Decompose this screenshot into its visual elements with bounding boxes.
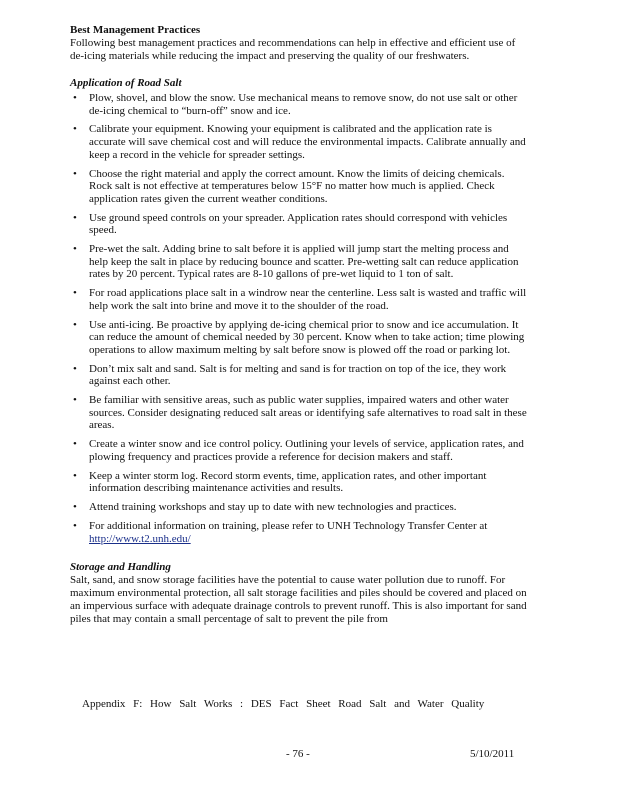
list-item: • Plow, shovel, and blow the snow. Use mechanical means to remove snow, do not use salt or other de-icing chemical to “burn-off” snow and ice. <box>70 92 530 117</box>
section-title-storage: Storage and Handling <box>70 561 171 574</box>
bullet-list-application <box>70 92 530 545</box>
list-item: • Don’t mix salt and sand. Salt is for melting and sand is for traction on top of the ice, they work against each other. <box>70 363 530 388</box>
list-item: • Use ground speed controls on your spreader. Application rates should correspond with vehicles speed. <box>70 212 530 237</box>
list-item-training <box>70 520 530 545</box>
page-heading: Best Management Practices <box>70 24 201 36</box>
list-item: • Use anti-icing. Be proactive by applying de-icing chemical prior to snow and ice accumulation. It can reduce the amount of chemical needed by 30 percent. Know when to take action; time plowing operations to allow maximum melting by salt before snow is plowed off the road or parking lot. <box>70 319 530 357</box>
footer-appendix-title: Appendix F: How Salt Works : DES Fact Sheet Road Salt and Water Quality <box>82 698 485 710</box>
list-item: • Choose the right material and apply the correct amount. Know the limits of deicing chemicals. Rock salt is not effective at temperatures below 15°F no matter how much is applied. Check application rates given the current weather conditions. <box>70 168 530 206</box>
list-item: • Create a winter snow and ice control policy. Outlining your levels of service, application rates, and plowing frequency and practices provide a reference for decision makers and staff. <box>70 438 530 463</box>
training-text: For additional information on training, please refer to UNH Technology Transfer Center at <box>89 520 488 533</box>
list-item: • Pre-wet the salt. Adding brine to salt before it is applied will jump start the melting process and help keep the salt in place by reducing bounce and scatter. Pre-wetting salt can reduce application rates by 20 percent. Typical rates are 8-10 gallons of pre-wet liquid to 1 ton of salt. <box>70 243 530 281</box>
storage-paragraph: Salt, sand, and snow storage facilities have the potential to cause water pollution due to runoff. For maximum environmental protection, all salt storage facilities and piles should be covered and placed on an impervious surface with adequate drainage controls to prevent runoff. This is also important for sand piles that may contain a small percentage of salt to prevent the pile from <box>70 574 527 625</box>
page-number: - 76 - <box>286 748 310 760</box>
section-title-application: Application of Road Salt <box>70 77 182 89</box>
list-item: • Be familiar with sensitive areas, such as public water supplies, impaired waters and other water sources. Consider designating reduced salt areas or identifying safe alternatives to road salt in these areas. <box>70 394 530 432</box>
footer-date: 5/10/2011 <box>470 748 515 760</box>
document-body <box>70 24 530 626</box>
intro-paragraph: Following best management practices and recommendations can help in effective and efficient use of de-icing materials while reducing the impact and preserving the quality of our freshwaters. <box>70 37 516 62</box>
list-item: • For road applications place salt in a windrow near the centerline. Less salt is wasted and traffic will help work the salt into brine and move it to the shoulder of the road. <box>70 287 530 312</box>
list-item: • Calibrate your equipment. Knowing your equipment is calibrated and the application rate is accurate will save chemical cost and will reduce the environmental impacts. Calibrate annually and keep a record in the vehicle for spreader settings. <box>70 123 530 161</box>
t2-unh-link[interactable]: http://www.t2.unh.edu/ <box>89 532 191 545</box>
list-item: • Attend training workshops and stay up to date with new technologies and practices. <box>70 501 530 514</box>
list-item: • Keep a winter storm log. Record storm events, time, application rates, and other important information describing maintenance activities and results. <box>70 470 530 495</box>
